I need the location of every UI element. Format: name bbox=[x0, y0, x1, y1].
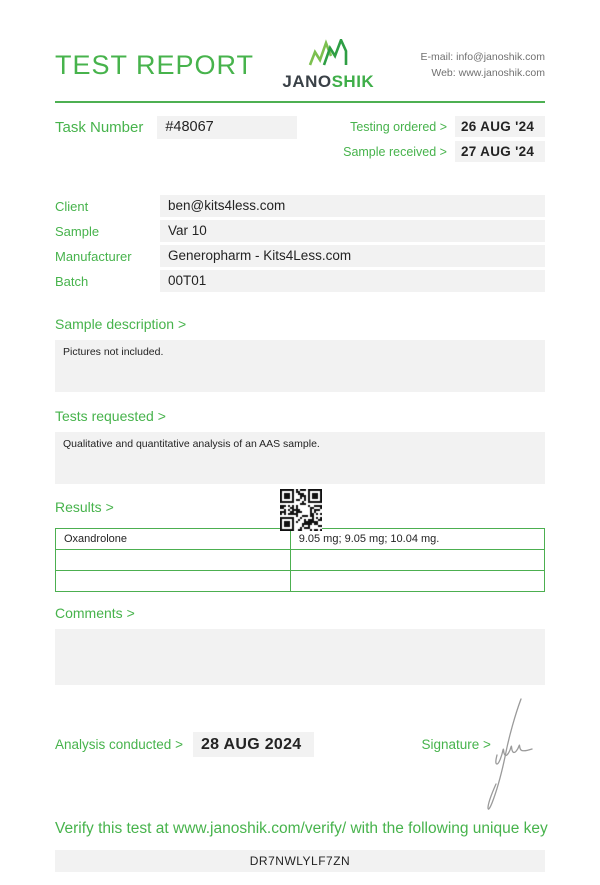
contact-info bbox=[421, 49, 545, 82]
table-row bbox=[56, 550, 545, 571]
batch-row bbox=[55, 270, 545, 292]
analyte-cell bbox=[56, 571, 291, 592]
janoshik-logo bbox=[282, 39, 374, 92]
sample-description-box: Pictures not included. bbox=[55, 340, 545, 392]
signature-label: Signature > bbox=[421, 737, 491, 752]
results-table bbox=[55, 528, 545, 592]
analyte-cell: Oxandrolone bbox=[56, 529, 291, 550]
result-cell bbox=[290, 550, 544, 571]
manufacturer-label: Manufacturer bbox=[55, 248, 132, 264]
client-label: Client bbox=[55, 198, 89, 214]
testing-ordered-value: 26 AUG '24 bbox=[455, 116, 545, 137]
manufacturer-value: Generopharm - Kits4Less.com bbox=[160, 245, 545, 267]
sample-info-section bbox=[55, 195, 545, 292]
sample-row bbox=[55, 220, 545, 242]
client-row bbox=[55, 195, 545, 217]
web-line: Web: www.janoshik.com bbox=[431, 67, 545, 79]
result-cell bbox=[290, 571, 544, 592]
task-number-label: Task Number bbox=[55, 119, 144, 136]
chart-peaks-icon bbox=[307, 39, 349, 71]
logo-wordmark: JANOSHIK bbox=[282, 71, 375, 91]
email-line: E-mail: info@janoshik.com bbox=[420, 50, 545, 63]
testing-ordered-label: Testing ordered > bbox=[350, 119, 447, 134]
result-cell: 9.05 mg; 9.05 mg; 10.04 mg. bbox=[290, 529, 544, 550]
manufacturer-row bbox=[55, 245, 545, 267]
signature-image bbox=[478, 697, 540, 820]
sample-value: Var 10 bbox=[160, 220, 545, 242]
comments-heading: Comments > bbox=[55, 605, 135, 621]
task-section bbox=[55, 116, 545, 162]
qr-code bbox=[280, 489, 322, 531]
task-number-value: #48067 bbox=[157, 116, 297, 139]
page-title: TEST REPORT bbox=[55, 49, 255, 80]
analysis-date-value: 28 AUG 2024 bbox=[193, 732, 314, 757]
results-heading: Results > bbox=[55, 499, 114, 515]
sample-description-heading: Sample description > bbox=[55, 316, 187, 332]
batch-value: 00T01 bbox=[160, 270, 545, 292]
table-row bbox=[56, 571, 545, 592]
verify-instruction: Verify this test at www.janoshik.com/verify/ with the following unique key bbox=[55, 820, 548, 837]
client-value: ben@kits4less.com bbox=[160, 195, 545, 217]
header bbox=[55, 40, 545, 90]
analyte-cell bbox=[56, 550, 291, 571]
batch-label: Batch bbox=[55, 273, 89, 289]
analysis-conducted-label: Analysis conducted > bbox=[55, 737, 183, 752]
unique-key-value: DR7NWLYLF7ZN bbox=[55, 850, 545, 872]
sample-received-label: Sample received > bbox=[343, 144, 447, 159]
tests-requested-heading: Tests requested > bbox=[55, 408, 166, 424]
footer-section bbox=[55, 732, 545, 757]
sample-received-value: 27 AUG '24 bbox=[455, 141, 545, 162]
header-divider bbox=[55, 101, 545, 103]
table-row bbox=[56, 529, 545, 550]
comments-box bbox=[55, 629, 545, 685]
sample-label: Sample bbox=[55, 223, 100, 239]
tests-requested-box: Qualitative and quantitative analysis of an AAS sample. bbox=[55, 432, 545, 484]
